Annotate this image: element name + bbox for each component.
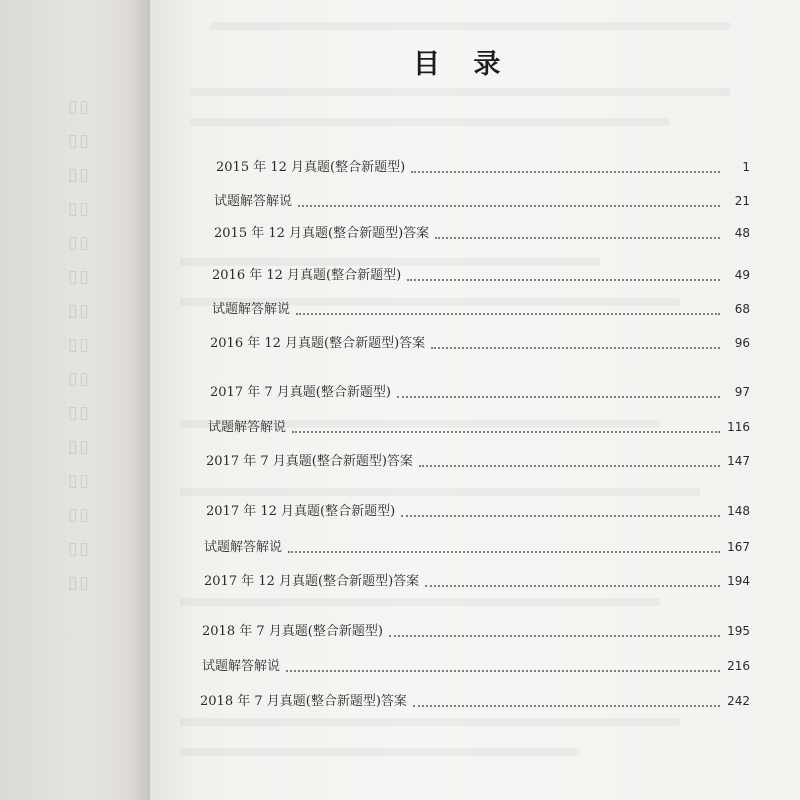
dot-leader [292, 431, 720, 433]
dot-leader [435, 237, 720, 239]
toc-entry-page: 21 [734, 194, 750, 208]
toc-entry-page: 97 [734, 385, 750, 399]
dot-leader [431, 347, 720, 349]
toc-entry-page: 242 [727, 694, 750, 708]
dot-leader [296, 313, 720, 315]
toc-entry [210, 381, 750, 401]
dot-leader [419, 465, 720, 467]
toc-entry-title: 2018 年 7 月真题(整合新题型)答案 [200, 694, 407, 709]
toc-entry-page: 147 [727, 454, 750, 468]
toc-entry-title: 2017 年 12 月真题(整合新题型)答案 [204, 574, 420, 589]
toc-entry-title: 2015 年 12 月真题(整合新题型) [216, 160, 406, 175]
toc-entry-title: 2015 年 12 月真题(整合新题型)答案 [214, 226, 430, 241]
toc-entry [204, 536, 750, 556]
toc-entry-page: 96 [734, 336, 750, 350]
toc-entry-title: 试题解答解说 [208, 420, 287, 435]
dot-leader [298, 205, 720, 207]
toc-entry-page: 148 [727, 504, 750, 518]
toc-entry [206, 450, 750, 470]
toc-entry-page: 48 [734, 226, 750, 240]
toc-entry-title: 2016 年 12 月真题(整合新题型)答案 [210, 336, 426, 351]
dot-leader [413, 705, 720, 707]
toc-entry-title: 试题解答解说 [214, 194, 293, 209]
dot-leader [288, 551, 720, 553]
dot-leader [401, 515, 720, 517]
dot-leader [389, 635, 720, 637]
toc-entry-page: 194 [727, 574, 750, 588]
toc-entry [214, 190, 750, 210]
toc-entry [204, 570, 750, 590]
toc-entry-title: 试题解答解说 [204, 540, 283, 555]
toc-entry-page: 216 [727, 659, 750, 673]
toc-entry-page: 116 [727, 420, 750, 434]
toc-entry [214, 222, 750, 242]
toc-entry [200, 690, 750, 710]
toc-entry [212, 298, 750, 318]
toc-entry-page: 49 [734, 268, 750, 282]
toc-entry [212, 264, 750, 284]
toc-entry-title: 2017 年 7 月真题(整合新题型) [210, 385, 391, 400]
toc-entry [202, 655, 750, 675]
toc-entry [210, 332, 750, 352]
dot-leader [411, 171, 720, 173]
toc-entry-page: 68 [734, 302, 750, 316]
dot-leader [425, 585, 720, 587]
toc-entry [206, 500, 750, 520]
dot-leader [286, 670, 720, 672]
toc-entry-page: 195 [727, 624, 750, 638]
dot-leader [397, 396, 720, 398]
dot-leader [407, 279, 720, 281]
toc-entry [216, 156, 750, 176]
toc-entry-title: 2018 年 7 月真题(整合新题型) [202, 624, 383, 639]
left-page-faint-text: ▯▯ ▯▯ ▯▯ ▯▯ ▯▯ ▯▯ ▯▯ ▯▯ ▯▯ ▯▯ ▯▯ ▯▯ ▯▯ ▯▯ ▯▯ [68, 97, 91, 593]
toc-entry-title: 2017 年 12 月真题(整合新题型) [206, 504, 396, 519]
toc-entry-page: 1 [742, 160, 750, 174]
toc-entry-title: 2016 年 12 月真题(整合新题型) [212, 268, 402, 283]
page-title: 目 录 [413, 49, 513, 80]
toc-entry-title: 试题解答解说 [202, 659, 281, 674]
toc-entry-title: 试题解答解说 [212, 302, 291, 317]
toc-entry-page: 167 [727, 540, 750, 554]
toc-entry [208, 416, 750, 436]
toc-entry [202, 620, 750, 640]
toc-entry-title: 2017 年 7 月真题(整合新题型)答案 [206, 454, 413, 469]
